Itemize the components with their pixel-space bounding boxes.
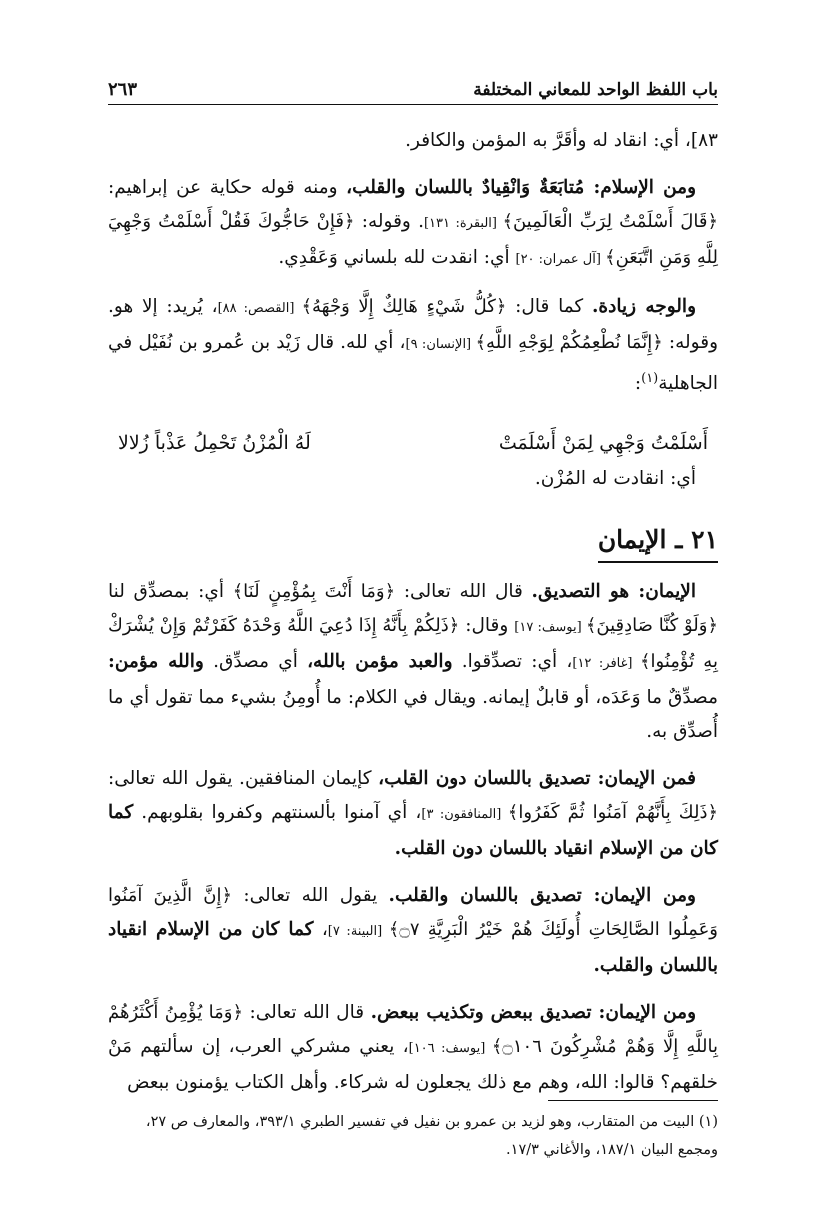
poem-second-hemistich: لَهُ الْمُزْنُ تَحْمِلُ عَذْباً زُلالا xyxy=(118,432,311,455)
term: الإيمان: هو التصديق. xyxy=(531,581,696,603)
term: ومن الإيمان: تصديق ببعض وتكذيب ببعض. xyxy=(370,1002,697,1024)
quran-quote: ﴿ذَلِكَ بِأَنَّهُمْ آمَنُوا ثُمَّ كَفَرُوا﴾ xyxy=(507,802,718,824)
verse-reference: [غافر: ١٢] xyxy=(572,656,640,672)
term: فمن الإيمان: تصديق باللسان دون القلب، xyxy=(378,768,696,790)
text: ، xyxy=(313,919,328,941)
verse-reference: [المنافقون: ٣] xyxy=(421,807,508,823)
quran-quote: ﴿كُلُّ شَيْءٍ هَالِكٌ إِلَّا وَجْهَهُ﴾ xyxy=(301,296,507,317)
main-text xyxy=(108,124,718,1113)
text: . وقوله: xyxy=(354,211,424,232)
quran-quote: ﴿وَلَوْ كُنَّا صَادِقِينَ﴾ xyxy=(585,615,719,637)
text: ومنه قوله حكاية عن إبراهيم: xyxy=(108,177,347,198)
text: مصدِّقٌ ما وَعَدَه، أو قابلٌ إيمانه. ويقال في الكلام: ما أُومِنُ بشيء مما تقول أي ما أُصدِّق به. xyxy=(108,687,718,743)
paragraph-3 xyxy=(108,290,718,401)
paragraph-6 xyxy=(108,762,718,866)
text: أي: بمصدِّق لنا xyxy=(108,581,233,603)
text: ، أي آمنوا بألسنتهم وكفروا بقلوبهم. xyxy=(133,802,422,824)
text: ٨٣]، أي: انقاد له وأقَرَّ به المؤمن والكافر. xyxy=(405,130,718,151)
quran-quote: ﴿فَإِنْ حَاجُّوكَ فَقُلْ أَسْلَمْتُ وَجْهِيَ لِلَّهِ وَمَنِ اتَّبَعَنِ﴾ xyxy=(108,211,718,268)
section-heading: ٢١ ـ الإيمان xyxy=(598,521,718,563)
text: وقال: xyxy=(459,615,515,637)
quran-quote: ﴿إِنَّ الَّذِينَ آمَنُوا وَعَمِلُوا الصَّالِحَاتِ أُولَئِكَ هُمْ خَيْرُ الْبَرِيَّةِ ۝٧﴾ xyxy=(108,885,718,941)
term: والوجه زيادة. xyxy=(591,296,697,317)
text: قال الله تعالى: xyxy=(395,581,532,603)
running-title: باب اللفظ الواحد للمعاني المختلفة xyxy=(473,80,718,100)
footnote xyxy=(108,1108,718,1164)
term: والعبد مؤمن بالله، xyxy=(307,651,453,673)
text: ، أي: تصدِّقوا. xyxy=(452,651,573,673)
paragraph-8 xyxy=(108,996,718,1100)
text: كإيمان المنافقين. يقول الله تعالى: xyxy=(108,768,379,790)
paragraph-1 xyxy=(108,124,718,158)
text: يقول الله تعالى: xyxy=(232,885,389,907)
paragraph-2 xyxy=(108,171,718,277)
verse-reference: [البينة: ٧] xyxy=(327,924,389,940)
footnote-text: البيت من المتقارب، وهو لزيد بن عمرو بن نفيل في تفسير الطبري ٣٩٣/١، والمعارف ص ٢٧، ومجمع البيان ١٨٧/١، والأغاني ١٧/٣. xyxy=(145,1114,718,1158)
poem-first-hemistich: أَسْلَمْتُ وَجْهِي لِمَنْ أَسْلَمَتْ xyxy=(498,432,708,455)
verse-reference: [البقرة: ١٣١] xyxy=(423,216,503,231)
quran-quote: ﴿إِنَّمَا نُطْعِمُكُمْ لِوَجْهِ اللَّهِ﴾ xyxy=(475,332,663,353)
verse-reference: [آل عمران: ٢٠] xyxy=(515,252,606,267)
text: : xyxy=(634,373,642,395)
text: ، يعني مشركي العرب، إن سألتهم مَنْ خلقهم؟ قالوا: الله، وهم مع ذلك يجعلون له شركاء. وأهل الكتاب يؤمنون ببعض xyxy=(108,1036,718,1094)
text: أي: انقادت له المُزْن. xyxy=(534,468,696,490)
page-header xyxy=(108,66,718,105)
verse-reference: [الإنسان: ٩] xyxy=(405,337,476,352)
footnote-divider xyxy=(548,1100,718,1101)
quran-quote: ﴿قَالَ أَسْلَمْتُ لِرَبِّ الْعَالَمِينَ﴾ xyxy=(502,211,719,232)
term: والله مؤمن: xyxy=(108,651,204,673)
poem-verse xyxy=(108,414,718,462)
term: ومن الإسلام: مُتابَعَةٌ وَانْقِيادٌ باللسان والقلب، xyxy=(346,177,697,198)
text: أي مصدِّق. xyxy=(203,651,308,673)
text: قال الله تعالى: xyxy=(243,1002,371,1024)
footnote-number: (١) xyxy=(698,1114,718,1130)
term: كما كان من الإسلام انقياد باللسان دون القلب. xyxy=(108,802,718,860)
term: كما كان من الإسلام انقياد باللسان والقلب. xyxy=(108,919,718,977)
quran-quote: ﴿وَمَا أَنْتَ بِمُؤْمِنٍ لَنَا﴾ xyxy=(232,581,396,603)
text: كما قال: xyxy=(506,296,592,317)
page-number: ٢٦٣ xyxy=(108,79,138,100)
text: ، أي لله. قال زَيْد بن عُمرو بن نُفَيْل في الجاهلية xyxy=(108,332,718,395)
text: أي: انقدت لله بلساني وَعَقْدِي. xyxy=(278,247,516,268)
quran-quote: ﴿وَمَا يُؤْمِنُ أَكْثَرُهُمْ بِاللَّهِ إِلَّا وَهُمْ مُشْرِكُونَ ۝١٠٦﴾ xyxy=(108,1002,718,1058)
term: ومن الإيمان: تصديق باللسان والقلب. xyxy=(388,885,696,907)
footnote-marker: (١) xyxy=(641,371,659,386)
paragraph-4 xyxy=(108,462,718,496)
text: ، يُريد: إلا هو. وقوله: xyxy=(108,296,719,353)
verse-reference: [يوسف: ١٠٦] xyxy=(408,1041,492,1057)
quran-quote: ﴿ذَلِكُمْ بِأَنَّهُ إِذَا دُعِيَ اللَّهُ وَحْدَهُ كَفَرْتُمْ وَإِنْ يُشْرَكْ بِهِ تُؤْمِنُوا﴾ xyxy=(108,615,718,673)
verse-reference: [القصص: ٨٨] xyxy=(217,301,302,316)
verse-reference: [يوسف: ١٧] xyxy=(514,620,586,636)
paragraph-5 xyxy=(108,575,718,749)
paragraph-7 xyxy=(108,879,718,983)
